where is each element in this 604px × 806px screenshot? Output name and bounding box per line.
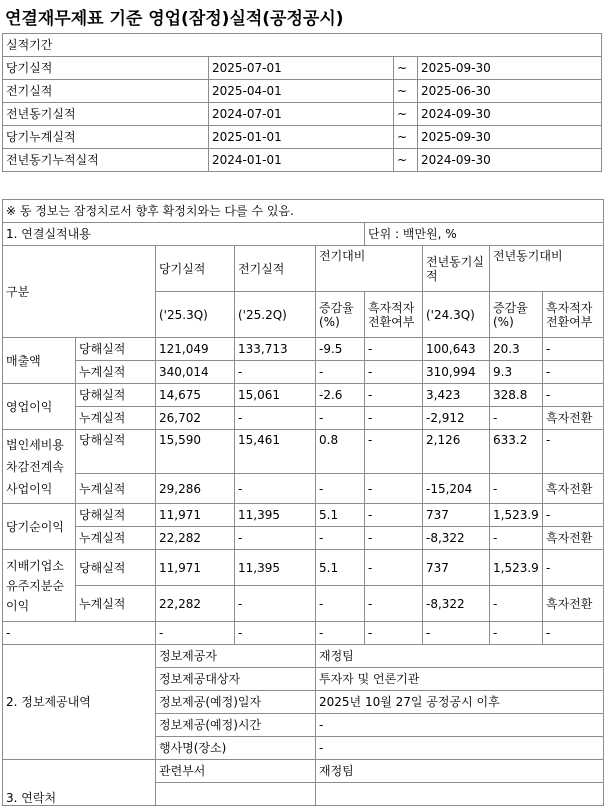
cell-yoy-turn: - [543, 550, 604, 586]
notice-row [3, 200, 604, 223]
cell-yoy-turn: 흑자전환 [543, 407, 604, 430]
cell-prev-change: - [316, 361, 365, 384]
cell-yoy: 2,126 [423, 430, 490, 474]
info-row [3, 645, 604, 668]
table-row [3, 474, 604, 504]
table-row [3, 527, 604, 550]
cell-current: 11,971 [156, 550, 235, 586]
cell-prev-turn: - [365, 430, 423, 474]
period-header: 실적기간 [3, 34, 602, 57]
header-yoy-period: ('24.3Q) [423, 292, 490, 338]
table-row [3, 550, 604, 586]
cell-yoy: 310,994 [423, 361, 490, 384]
cell-yoy-change: 328.8 [490, 384, 543, 407]
table-row [3, 430, 604, 474]
period-label: 당기실적 [3, 57, 209, 80]
cell-yoy-change: 633.2 [490, 430, 543, 474]
sub-label: 당해실적 [76, 384, 156, 407]
header-current: 당기실적 [156, 246, 235, 292]
cell-prev: 15,061 [235, 384, 316, 407]
dash-cell: - [156, 622, 235, 645]
period-sep: ~ [394, 149, 418, 172]
cell-prev: - [235, 361, 316, 384]
cell-yoy-turn: - [543, 384, 604, 407]
cell-yoy-change: - [490, 527, 543, 550]
info-value: 2025년 10월 27일 공정공시 이후 [316, 691, 604, 714]
cell-current: 26,702 [156, 407, 235, 430]
table-row [3, 586, 604, 622]
cell-yoy-change: - [490, 586, 543, 622]
dash-cell: - [543, 622, 604, 645]
cell-yoy-change: 20.3 [490, 338, 543, 361]
cell-current: 22,282 [156, 586, 235, 622]
cell-yoy-change: 9.3 [490, 361, 543, 384]
section1-title: 1. 연결실적내용 [3, 223, 365, 246]
cell-prev-change: -2.6 [316, 384, 365, 407]
cell-yoy-change: - [490, 407, 543, 430]
unit-label: 단위 : 백만원, % [365, 223, 604, 246]
cell-yoy-turn: 흑자전환 [543, 586, 604, 622]
header-yoy-change-rate: 증감율(%) [490, 292, 543, 338]
info-value: 투자자 및 언론기관 [316, 668, 604, 691]
period-sep: ~ [394, 126, 418, 149]
section1-row [3, 223, 604, 246]
period-label: 전년동기실적 [3, 103, 209, 126]
period-label: 전년동기누적실적 [3, 149, 209, 172]
sub-label: 누계실적 [76, 361, 156, 384]
cell-yoy: 737 [423, 550, 490, 586]
cell-current: 29,286 [156, 474, 235, 504]
cell-current: 22,282 [156, 527, 235, 550]
cell-prev-turn: - [365, 407, 423, 430]
cell-prev: 15,461 [235, 430, 316, 474]
cell-prev-change: 5.1 [316, 550, 365, 586]
cell-prev-turn: - [365, 474, 423, 504]
cell-prev-change: - [316, 407, 365, 430]
period-to: 2024-09-30 [418, 149, 602, 172]
period-label: 당기누계실적 [3, 126, 209, 149]
period-from: 2024-07-01 [209, 103, 394, 126]
item-label: 법인세비용차감전계속사업이익 [3, 430, 76, 504]
period-from: 2024-01-01 [209, 149, 394, 172]
header-prev: 전기실적 [235, 246, 316, 292]
cell-yoy: -2,912 [423, 407, 490, 430]
period-label: 전기실적 [3, 80, 209, 103]
info-value: - [316, 737, 604, 760]
cell-yoy-change: 1,523.9 [490, 550, 543, 586]
cell-prev: - [235, 586, 316, 622]
cell-yoy-turn: - [543, 338, 604, 361]
info-value: - [316, 714, 604, 737]
cell-current: 121,049 [156, 338, 235, 361]
info-value: 재정팀 [316, 645, 604, 668]
period-header-row [3, 34, 602, 57]
sub-label: 누계실적 [76, 586, 156, 622]
dash-cell: - [365, 622, 423, 645]
table-row [3, 407, 604, 430]
cell-yoy: -8,322 [423, 586, 490, 622]
sub-label: 당해실적 [76, 504, 156, 527]
cell-yoy-change: - [490, 474, 543, 504]
sub-label: 당해실적 [76, 430, 156, 474]
contact-value: 재정팀 [316, 760, 604, 783]
section2-title: 2. 정보제공내역 [3, 645, 156, 760]
cell-prev-change: 5.1 [316, 504, 365, 527]
cell-yoy: 100,643 [423, 338, 490, 361]
item-label: 매출액 [3, 338, 76, 384]
header-yoy: 전년동기실적 [423, 246, 490, 292]
contact-label: 관련부서 [156, 760, 316, 783]
header-prev-turn: 흑자적자전환여부 [365, 292, 423, 338]
dash-cell: - [316, 622, 365, 645]
dash-cell: - [3, 622, 156, 645]
cell-prev: - [235, 474, 316, 504]
cell-current: 15,590 [156, 430, 235, 474]
period-from: 2025-01-01 [209, 126, 394, 149]
info-label: 정보제공(예정)시간 [156, 714, 316, 737]
item-label: 지배기업소유주지분순이익 [3, 550, 76, 622]
cell-yoy: -8,322 [423, 527, 490, 550]
cell-yoy: 737 [423, 504, 490, 527]
cell-prev: - [235, 407, 316, 430]
header-current-period: ('25.3Q) [156, 292, 235, 338]
cell-yoy: -15,204 [423, 474, 490, 504]
sub-label: 누계실적 [76, 527, 156, 550]
dash-cell: - [235, 622, 316, 645]
period-row [3, 149, 602, 172]
period-from: 2025-07-01 [209, 57, 394, 80]
period-to: 2024-09-30 [418, 103, 602, 126]
period-sep: ~ [394, 57, 418, 80]
sub-label: 누계실적 [76, 407, 156, 430]
table-row [3, 384, 604, 407]
cell-prev-turn: - [365, 338, 423, 361]
info-label: 행사명(장소) [156, 737, 316, 760]
cell-prev-turn: - [365, 586, 423, 622]
cell-yoy-turn: 흑자전환 [543, 527, 604, 550]
cell-prev-change: - [316, 474, 365, 504]
cell-prev: 11,395 [235, 504, 316, 527]
table-row [3, 338, 604, 361]
cell-prev-turn: - [365, 361, 423, 384]
period-row [3, 126, 602, 149]
info-label: 정보제공자 [156, 645, 316, 668]
header-prev-change-rate: 증감율(%) [316, 292, 365, 338]
info-label: 정보제공대상자 [156, 668, 316, 691]
results-table [2, 199, 604, 806]
contact-row [3, 760, 604, 783]
dash-cell: - [423, 622, 490, 645]
dash-row [3, 622, 604, 645]
cell-yoy-change: 1,523.9 [490, 504, 543, 527]
period-table [2, 33, 602, 172]
cell-current: 340,014 [156, 361, 235, 384]
cell-yoy-turn: - [543, 361, 604, 384]
cell-prev-change: -9.5 [316, 338, 365, 361]
cell-prev-change: - [316, 527, 365, 550]
cell-prev: 133,713 [235, 338, 316, 361]
period-row [3, 103, 602, 126]
cell-prev-turn: - [365, 550, 423, 586]
contact-value [316, 783, 604, 806]
dash-cell: - [490, 622, 543, 645]
header-prev-period: ('25.2Q) [235, 292, 316, 338]
header-yoy-turn: 흑자적자전환여부 [543, 292, 604, 338]
cell-current: 14,675 [156, 384, 235, 407]
period-to: 2025-09-30 [418, 126, 602, 149]
sub-label: 누계실적 [76, 474, 156, 504]
sub-label: 당해실적 [76, 550, 156, 586]
cell-prev-turn: - [365, 504, 423, 527]
sub-label: 당해실적 [76, 338, 156, 361]
table-row [3, 361, 604, 384]
cell-yoy-turn: 흑자전환 [543, 474, 604, 504]
header-category: 구분 [3, 246, 156, 338]
header-row-1 [3, 246, 604, 292]
contact-label [156, 783, 316, 806]
item-label: 당기순이익 [3, 504, 76, 550]
cell-current: 11,971 [156, 504, 235, 527]
period-to: 2025-09-30 [418, 57, 602, 80]
cell-yoy-turn: - [543, 430, 604, 474]
cell-yoy-turn: - [543, 504, 604, 527]
header-prev-compare: 전기대비 [316, 246, 423, 292]
cell-prev: - [235, 527, 316, 550]
table-row [3, 504, 604, 527]
period-to: 2025-06-30 [418, 80, 602, 103]
cell-prev-change: 0.8 [316, 430, 365, 474]
page-title: 연결재무제표 기준 영업(잠정)실적(공정공시) [5, 9, 344, 29]
header-yoy-compare: 전년동기대비 [490, 246, 604, 292]
notice-text: ※ 동 정보는 잠정치로서 향후 확정치와는 다를 수 있음. [3, 200, 604, 223]
period-from: 2025-04-01 [209, 80, 394, 103]
info-label: 정보제공(예정)일자 [156, 691, 316, 714]
cell-prev-turn: - [365, 527, 423, 550]
period-row [3, 80, 602, 103]
item-label: 영업이익 [3, 384, 76, 430]
period-sep: ~ [394, 103, 418, 126]
cell-yoy: 3,423 [423, 384, 490, 407]
period-sep: ~ [394, 80, 418, 103]
section3-title: 3. 연락처 [3, 760, 156, 806]
period-row [3, 57, 602, 80]
cell-prev: 11,395 [235, 550, 316, 586]
cell-prev-change: - [316, 586, 365, 622]
cell-prev-turn: - [365, 384, 423, 407]
